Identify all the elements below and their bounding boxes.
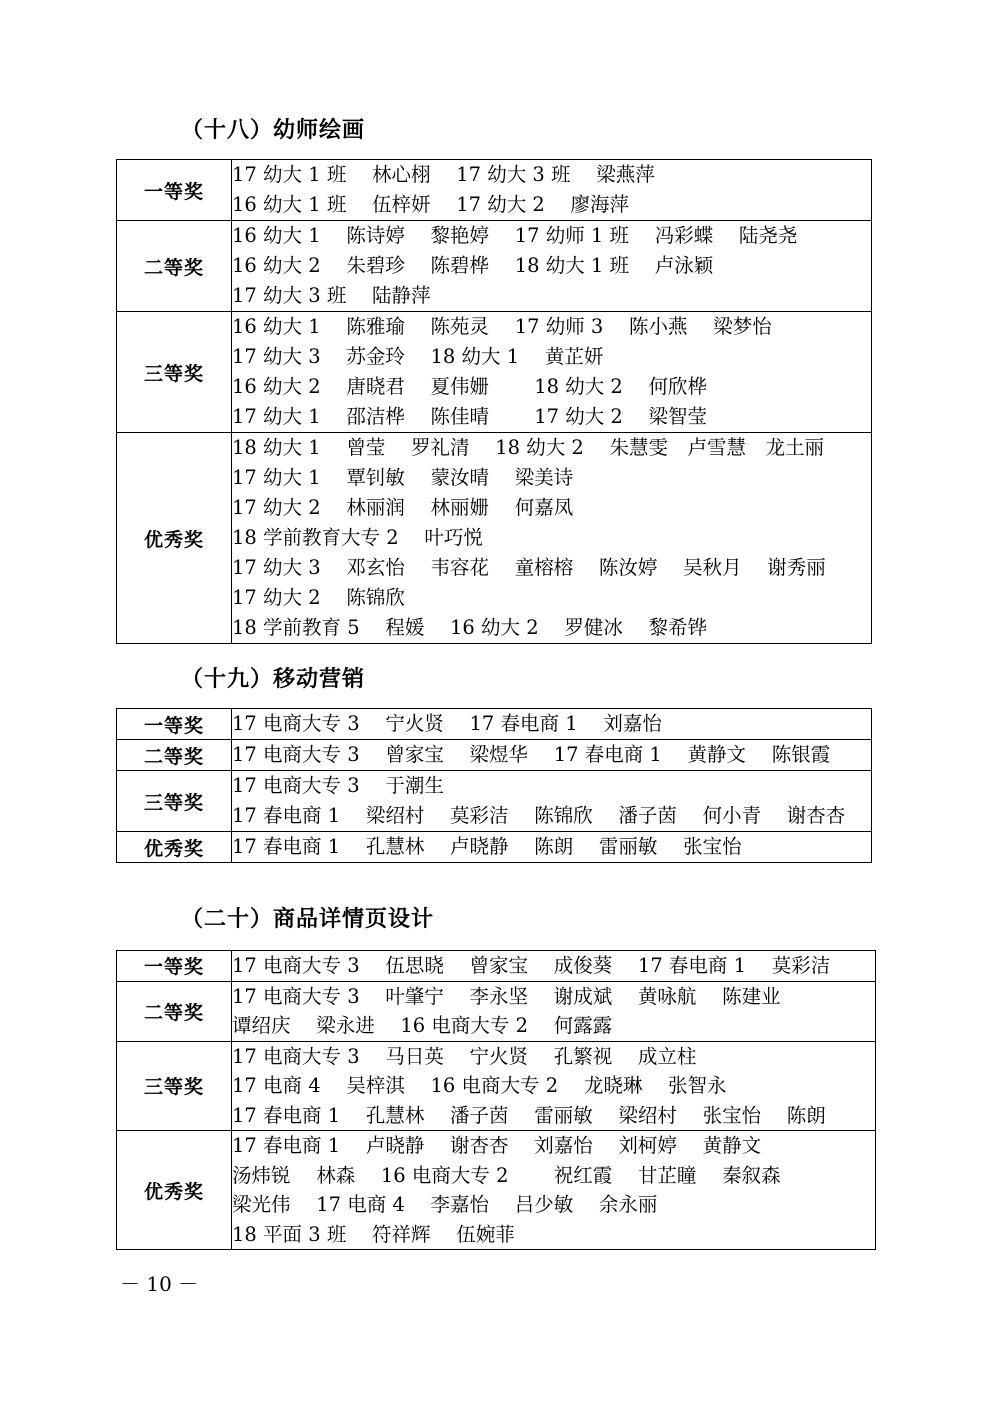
section-title-19: （十九）移动营销 [181, 667, 366, 692]
awards-table-19 [116, 708, 872, 863]
winner-line: 17 幼大 1 邵洁桦 陈佳晴 17 幼大 2 梁智莹 [232, 405, 708, 428]
winner-line: 17 电商 4 吴梓淇 16 电商大专 2 龙晓琳 张智永 [232, 1074, 727, 1097]
award-level: 二等奖 [117, 740, 232, 771]
award-level: 一等奖 [117, 951, 232, 982]
award-level: 优秀奖 [117, 433, 232, 644]
award-row [117, 981, 876, 1041]
page-number: － 10 － [120, 1272, 199, 1296]
winner-line: 16 幼大 1 陈雅瑜 陈苑灵 17 幼师 3 陈小燕 梁梦怡 [232, 315, 772, 338]
award-level: 一等奖 [117, 160, 232, 221]
winner-line: 17 幼大 1 覃钊敏 蒙汝晴 梁美诗 [232, 466, 574, 489]
winner-line: 18 学前教育大专 2 叶巧悦 [232, 526, 483, 549]
winner-line: 17 春电商 1 孔慧林 潘子茵 雷丽敏 梁绍村 张宝怡 陈朗 [232, 1103, 826, 1127]
winner-list [232, 312, 872, 433]
winner-list [232, 221, 872, 312]
winner-line: 17 电商大专 3 于潮生 [232, 774, 444, 797]
award-level: 三等奖 [117, 771, 232, 832]
awards-table-18 [116, 159, 872, 644]
winner-list [232, 1041, 876, 1131]
winner-line: 17 幼大 3 班 陆静萍 [232, 284, 431, 307]
award-row [117, 1131, 876, 1250]
award-row [117, 312, 872, 433]
award-level: 优秀奖 [117, 1131, 232, 1250]
winner-line: 17 幼大 1 班 林心栩 17 幼大 3 班 梁燕萍 [232, 163, 655, 186]
winner-line: 17 幼大 3 邓玄怡 韦容花 童榕榕 陈汝婷 吴秋月 谢秀丽 [232, 556, 826, 579]
winner-line: 17 春电商 1 卢晓静 谢杏杏 刘嘉怡 刘柯婷 黄静文 [232, 1134, 762, 1157]
winner-line: 16 幼大 2 朱碧珍 陈碧桦 18 幼大 1 班 卢泳颖 [232, 254, 714, 277]
award-level: 一等奖 [117, 709, 232, 740]
winner-line: 17 电商大专 3 马日英 宁火贤 孔繁视 成立柱 [232, 1044, 697, 1068]
winner-line: 17 幼大 2 林丽润 林丽姗 何嘉凤 [232, 496, 574, 519]
award-row [117, 433, 872, 644]
winner-line: 18 幼大 1 曾莹 罗礼清 18 幼大 2 朱慧雯 卢雪慧 龙土丽 [232, 436, 825, 459]
section-title-18: （十八）幼师绘画 [181, 118, 366, 143]
winner-line: 17 电商大专 3 宁火贤 17 春电商 1 刘嘉怡 [232, 712, 662, 735]
winner-list [232, 832, 872, 863]
winner-line: 17 幼大 3 苏金玲 18 幼大 1 黄芷妍 [232, 345, 604, 368]
winner-line: 17 春电商 1 梁绍村 莫彩洁 陈锦欣 潘子茵 何小青 谢杏杏 [232, 804, 846, 827]
winner-list [232, 951, 876, 982]
winner-line: 17 春电商 1 孔慧林 卢晓静 陈朗 雷丽敏 张宝怡 [232, 835, 742, 858]
winner-line: 谭绍庆 梁永进 16 电商大专 2 何露露 [232, 1014, 613, 1037]
winner-line: 17 电商大专 3 伍思晓 曾家宝 成俊葵 17 春电商 1 莫彩洁 [232, 954, 831, 977]
award-row [117, 1041, 876, 1131]
winner-line: 汤炜锐 林森 16 电商大专 2 祝红霞 甘芷瞳 秦叙森 [232, 1163, 781, 1187]
winner-list [232, 740, 872, 771]
winner-list [232, 981, 876, 1041]
winner-line: 16 幼大 1 陈诗婷 黎艳婷 17 幼师 1 班 冯彩蝶 陆尧尧 [232, 224, 798, 247]
winner-line: 17 电商大专 3 曾家宝 梁煜华 17 春电商 1 黄静文 陈银霞 [232, 743, 831, 766]
award-level: 优秀奖 [117, 832, 232, 863]
award-level: 三等奖 [117, 312, 232, 433]
award-row [117, 709, 872, 740]
award-level: 三等奖 [117, 1041, 232, 1131]
winner-list [232, 160, 872, 221]
winner-list [232, 771, 872, 832]
awards-table-20 [116, 950, 876, 1250]
winner-line: 16 幼大 2 唐晓君 夏伟姗 18 幼大 2 何欣桦 [232, 375, 708, 398]
award-row [117, 832, 872, 863]
award-row [117, 951, 876, 982]
award-row [117, 221, 872, 312]
winner-line: 18 平面 3 班 符祥辉 伍婉菲 [232, 1222, 515, 1246]
section-title-20: （二十）商品详情页设计 [181, 907, 435, 932]
winner-line: 16 幼大 1 班 伍梓妍 17 幼大 2 廖海萍 [232, 193, 630, 216]
winner-line: 18 学前教育 5 程媛 16 幼大 2 罗健冰 黎希铧 [232, 616, 708, 639]
award-row [117, 740, 872, 771]
winner-list [232, 1131, 876, 1250]
winner-line: 17 幼大 2 陈锦欣 [232, 586, 405, 609]
winner-list [232, 709, 872, 740]
award-row [117, 771, 872, 832]
winner-line: 17 电商大专 3 叶肇宁 李永坚 谢成斌 黄咏航 陈建业 [232, 984, 781, 1008]
award-level: 二等奖 [117, 981, 232, 1041]
award-level: 二等奖 [117, 221, 232, 312]
award-row [117, 160, 872, 221]
winner-list [232, 433, 872, 644]
winner-line: 梁光伟 17 电商 4 李嘉怡 吕少敏 余永丽 [232, 1193, 658, 1216]
